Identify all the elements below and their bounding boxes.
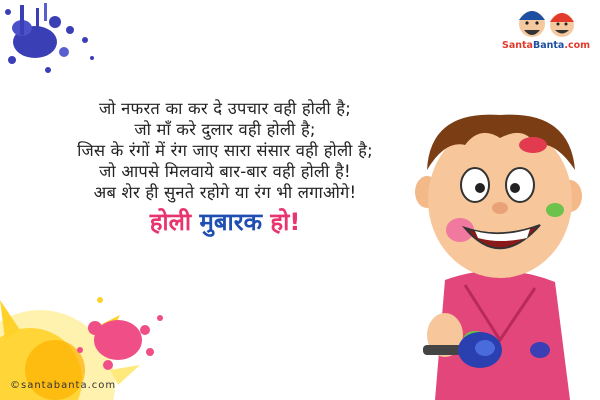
poem-line: जिस के रंगों में रंग जाए सारा संसार वही होली है; xyxy=(77,141,373,160)
poem-line: जो आपसे मिलवाये बार-बार वही होली है! xyxy=(99,162,351,181)
poem-line: जो नफरत का कर दे उपचार वही होली है; xyxy=(99,99,351,118)
santa-banta-faces-icon xyxy=(500,4,596,42)
holi-greeting xyxy=(10,207,440,237)
greeting-word: होली xyxy=(149,208,192,236)
holi-poem xyxy=(10,98,440,237)
copyright-text: ©santabanta.com xyxy=(10,380,117,391)
greeting-word: हो! xyxy=(270,208,301,236)
santabanta-logo[interactable] xyxy=(500,4,596,56)
santabanta-logo-text: SantaBanta.com xyxy=(502,40,591,51)
poem-line: जो माँ करे दुलार वही होली है; xyxy=(134,120,316,139)
poem-line: अब शेर ही सुनते रहोगे या रंग भी लगाओगे! xyxy=(93,183,357,202)
cartoon-boy-illustration xyxy=(405,110,595,400)
greeting-word: मुबारक xyxy=(199,208,263,236)
blue-splash-top-left xyxy=(5,3,94,73)
